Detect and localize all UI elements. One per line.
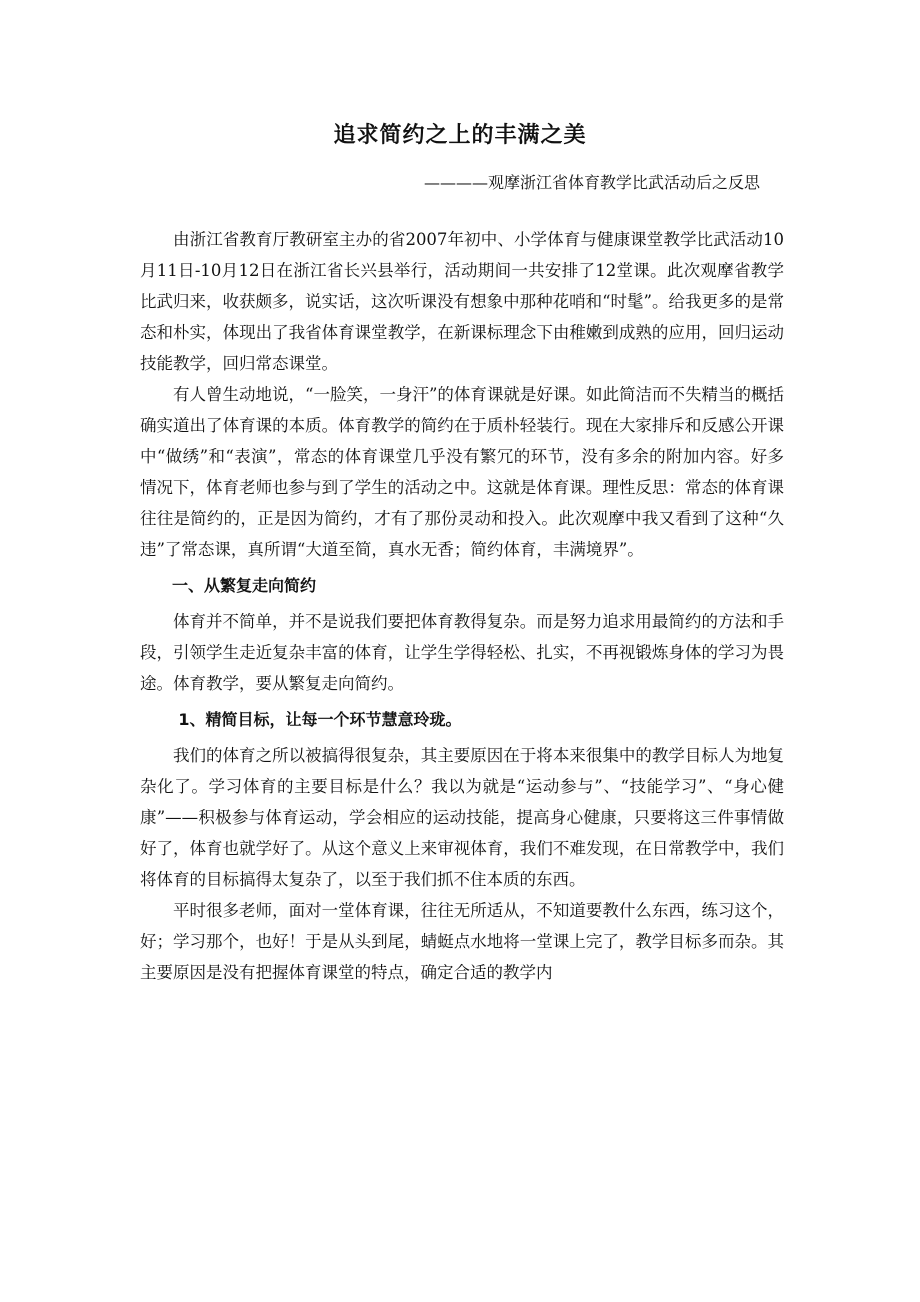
document-title: 追求简约之上的丰满之美	[333, 123, 587, 148]
paragraph: 由浙江省教育厅教研室主办的省2007年初中、小学体育与健康课堂教学比武活动10月11日-10月12日在浙江省长兴县举行，活动期间一共安排了12堂课。此次观摩省教学比武归来，收获颇多，说实话，这次听课没有想象中那种花哨和“时髦”。给我更多的是常态和朴实，体现出了我省体育课堂教学，在新课标理念下由稚嫩到成熟的应用，回归运动技能教学，回归常态课堂。	[140, 230, 784, 373]
subsection-heading: 1、精简目标，让每一个环节慧意玲珑。	[178, 710, 462, 729]
document-body	[140, 224, 784, 988]
paragraph: 有人曾生动地说，“一脸笑，一身汗”的体育课就是好课。如此简洁而不失精当的概括确实道出了体育课的本质。体育教学的简约在于质朴轻装行。现在大家排斥和反感公开课中“做绣”和“表演”，常态的体育课堂几乎没有繁冗的环节，没有多余的附加内容。好多情况下，体育老师也参与到了学生的活动之中。这就是体育课。理性反思：常态的体育课往往是简约的，正是因为简约，才有了那份灵动和投入。此次观摩中我又看到了这种“久违”了常态课，真所谓“大道至简，真水无香；简约体育，丰满境界”。	[140, 385, 784, 559]
section-heading: 一、从繁复走向简约	[172, 576, 317, 595]
paragraph: 平时很多老师，面对一堂体育课，往往无所适从，不知道要教什么东西，练习这个，好；学习那个，也好！于是从头到尾，蜻蜓点水地将一堂课上完了，教学目标多而杂。其主要原因是没有把握体育课堂的特点，确定合适的教学内	[140, 901, 784, 982]
document-subtitle: ————观摩浙江省体育教学比武活动后之反思	[423, 173, 760, 192]
paragraph: 我们的体育之所以被搞得很复杂，其主要原因在于将本来很集中的教学目标人为地复杂化了。学习体育的主要目标是什么？我以为就是“运动参与”、“技能学习”、“身心健康”——积极参与体育运动，学会相应的运动技能，提高身心健康，只要将这三件事情做好了，体育也就学好了。从这个意义上来审视体育，我们不难发现，在日常教学中，我们将体育的目标搞得太复杂了，以至于我们抓不住本质的东西。	[140, 746, 784, 889]
paragraph: 体育并不简单，并不是说我们要把体育教得复杂。而是努力追求用最简约的方法和手段，引领学生走近复杂丰富的体育，让学生学得轻松、扎实，不再视锻炼身体的学习为畏途。体育教学，要从繁复走向简约。	[140, 612, 784, 693]
